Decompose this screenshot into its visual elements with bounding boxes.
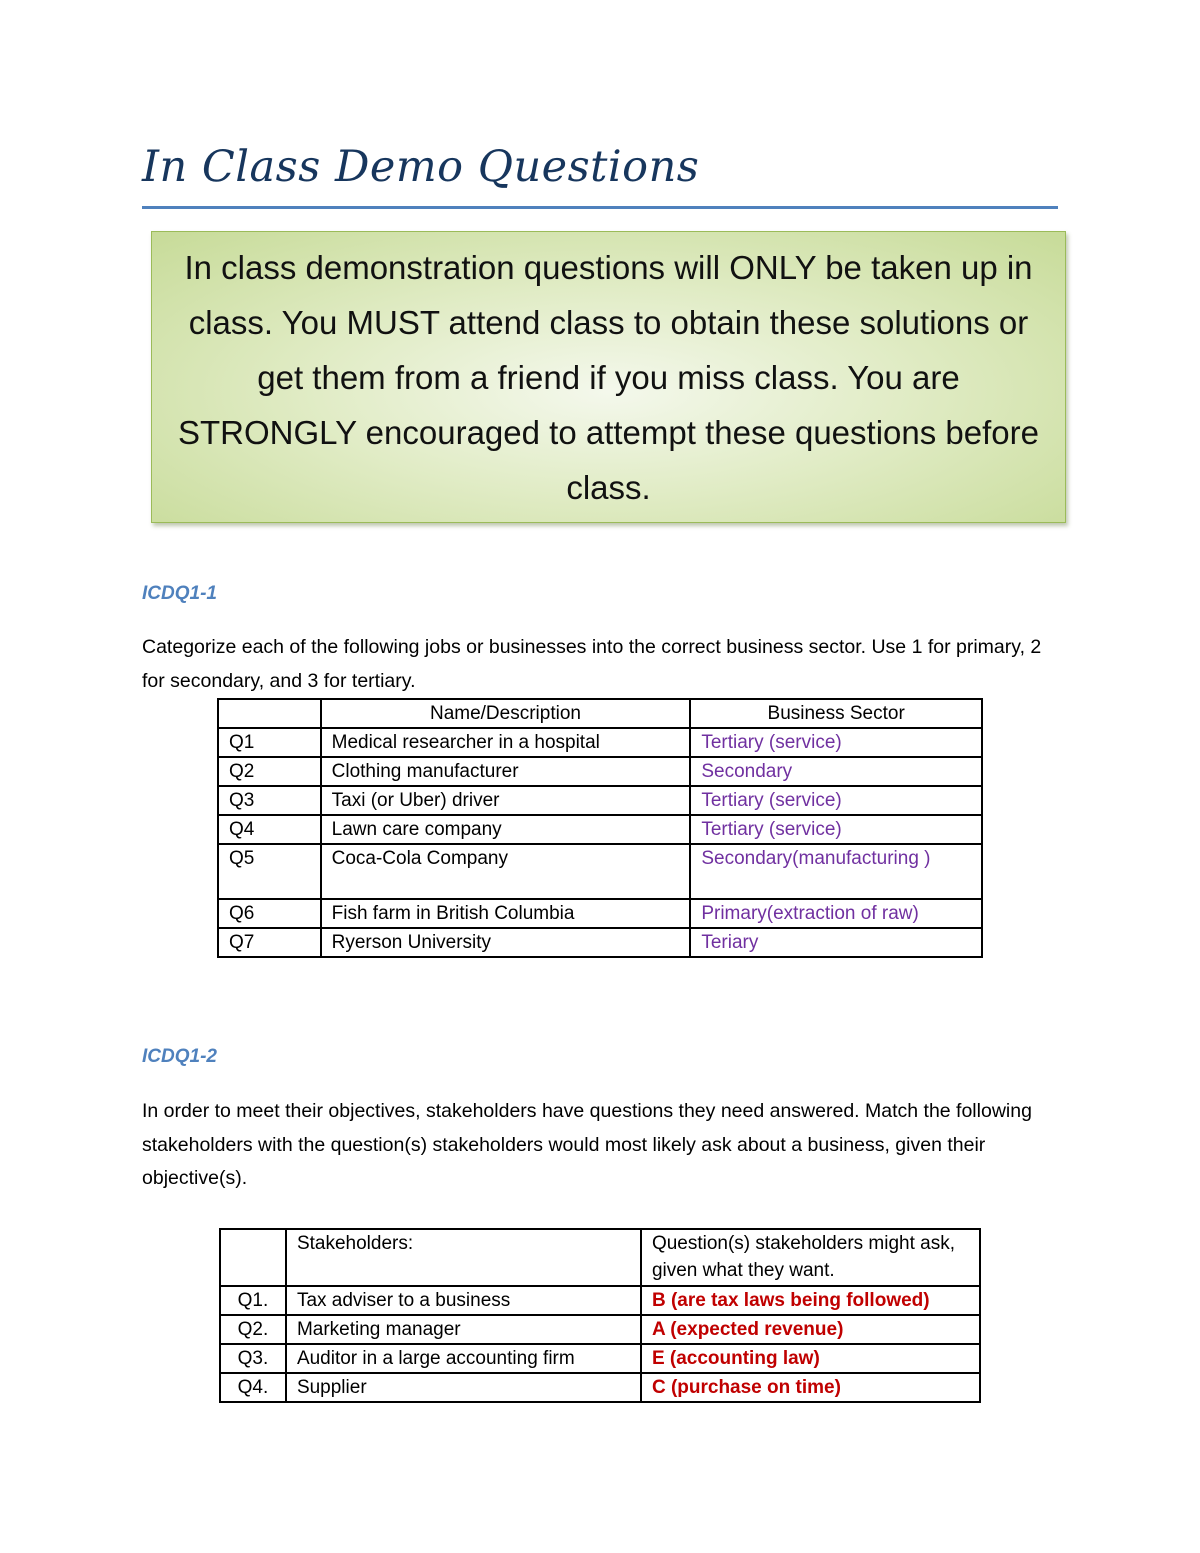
business-sector-answer: Secondary [690, 757, 982, 786]
question-number: Q1 [218, 728, 321, 757]
question-number: Q5 [218, 844, 321, 899]
job-description: Clothing manufacturer [321, 757, 691, 786]
business-sector-answer: Tertiary (service) [690, 815, 982, 844]
question-number: Q3. [220, 1344, 286, 1373]
table-row [220, 1344, 980, 1373]
business-sector-answer: Secondary(manufacturing ) [690, 844, 982, 899]
question-number: Q3 [218, 786, 321, 815]
job-description: Ryerson University [321, 928, 691, 957]
job-description: Medical researcher in a hospital [321, 728, 691, 757]
table-row [218, 815, 982, 844]
section1-instructions: Categorize each of the following jobs or businesses into the correct business sector. Use 1 for primary, 2 for secondary, and 3 for tertiary. [142, 636, 1042, 692]
table-row [218, 899, 982, 928]
job-description: Fish farm in British Columbia [321, 899, 691, 928]
stakeholder-answer: C (purchase on time) [641, 1373, 980, 1402]
table-header-row [218, 699, 982, 728]
stakeholder-answer: B (are tax laws being followed) [641, 1286, 980, 1315]
stakeholder-table [219, 1228, 981, 1403]
notice-text: In class demonstration questions will ONLY be taken up in class. You MUST attend class to obtain these solutions or get them from a friend if you miss class. You are STRONGLY encouraged to attempt these questions before class. [178, 248, 1039, 506]
stakeholder-answer: A (expected revenue) [641, 1315, 980, 1344]
notice-box [151, 231, 1066, 523]
column-header-blank [218, 699, 321, 728]
question-number: Q2. [220, 1315, 286, 1344]
table-row [220, 1315, 980, 1344]
title-divider [142, 206, 1058, 209]
stakeholder-name: Supplier [286, 1373, 641, 1402]
business-sector-answer: Tertiary (service) [690, 728, 982, 757]
column-header-name: Name/Description [321, 699, 691, 728]
stakeholder-name: Tax adviser to a business [286, 1286, 641, 1315]
table-row [220, 1286, 980, 1315]
table-row [218, 844, 982, 899]
section-heading-icdq1-2: ICDQ1-2 [142, 1046, 217, 1067]
column-header-sector: Business Sector [690, 699, 982, 728]
table-header-row [220, 1229, 980, 1286]
stakeholder-name: Marketing manager [286, 1315, 641, 1344]
column-header-questions: Question(s) stakeholders might ask, given what they want. [641, 1229, 980, 1286]
column-header-blank [220, 1229, 286, 1286]
business-sector-answer: Teriary [690, 928, 982, 957]
question-number: Q6 [218, 899, 321, 928]
question-number: Q4 [218, 815, 321, 844]
table-row [218, 728, 982, 757]
section2-instructions: In order to meet their objectives, stakeholders have questions they need answered. Match the following stakeholders with the question(s) stakeholders would most likely ask about a business, given their objective(s). [142, 1100, 1032, 1189]
job-description: Taxi (or Uber) driver [321, 786, 691, 815]
question-number: Q2 [218, 757, 321, 786]
table-row [220, 1373, 980, 1402]
table-row [218, 928, 982, 957]
question-number: Q4. [220, 1373, 286, 1402]
business-sector-answer: Primary(extraction of raw) [690, 899, 982, 928]
table-row [218, 786, 982, 815]
job-description: Lawn care company [321, 815, 691, 844]
column-header-stakeholders: Stakeholders: [286, 1229, 641, 1286]
page-title: In Class Demo Questions [142, 142, 700, 192]
question-number: Q1. [220, 1286, 286, 1315]
stakeholder-name: Auditor in a large accounting firm [286, 1344, 641, 1373]
stakeholder-answer: E (accounting law) [641, 1344, 980, 1373]
table-row [218, 757, 982, 786]
business-sector-answer: Tertiary (service) [690, 786, 982, 815]
section-heading-icdq1-1: ICDQ1-1 [142, 583, 217, 604]
business-sector-table [217, 698, 983, 958]
question-number: Q7 [218, 928, 321, 957]
job-description: Coca-Cola Company [321, 844, 691, 899]
